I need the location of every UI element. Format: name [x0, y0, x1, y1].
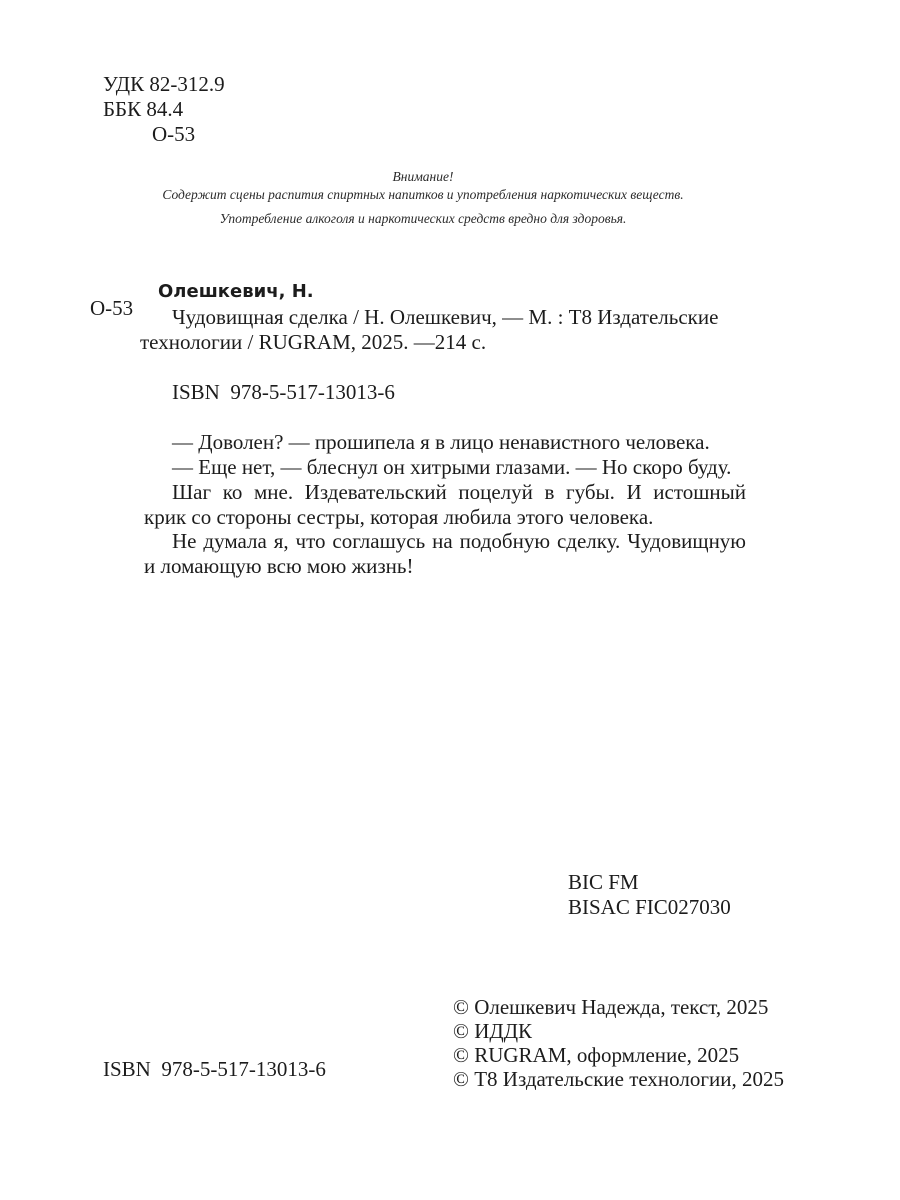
annotation-paragraph-2: — Еще нет, — блеснул он хитрыми глазами. — Но скоро буду. — [172, 455, 732, 479]
annotation-p4-line-2: и ломающую всю мою жизнь! — [144, 553, 414, 578]
warning-title: Внимание! — [392, 169, 454, 184]
copyright-line: © ИДДК — [453, 1019, 533, 1043]
copyright-line: © RUGRAM, оформление, 2025 — [453, 1043, 740, 1067]
catalog-isbn: ISBN 978-5-517-13013-6 — [172, 380, 395, 404]
copyright-block — [453, 995, 784, 1091]
annotation-paragraph-4 — [144, 529, 746, 578]
warning-line-2: Употребление алкоголя и наркотических средств вредно для здоровья. — [219, 211, 627, 226]
catalog-author: Олешкевич, Н. — [158, 281, 314, 302]
annotation-paragraph-3 — [144, 480, 746, 529]
catalog-mark: О-53 — [90, 296, 134, 320]
udk-code: УДК 82-312.9 — [103, 72, 225, 96]
annotation-p3-line-2: крик со стороны сестры, которая любила этого человека. — [144, 504, 654, 529]
catalog-bib-line-2: технологии / RUGRAM, 2025. —214 с. — [140, 330, 487, 354]
copyright-line: © Т8 Издательские технологии, 2025 — [453, 1067, 784, 1091]
warning-line-1: Содержит сцены распития спиртных напитков и употребления наркотических веществ. — [162, 187, 684, 202]
bbk-code: ББК 84.4 — [103, 97, 184, 121]
author-mark-code: О-53 — [152, 122, 196, 146]
bic-code: BIC FM — [568, 870, 639, 894]
bisac-code: BISAC FIC027030 — [568, 895, 731, 919]
copyright-line: © Олешкевич Надежда, текст, 2025 — [453, 995, 769, 1019]
catalog-bib-line-1: Чудовищная сделка / Н. Олешкевич, — М. : Т8 Издательские — [172, 305, 719, 329]
footer-isbn: ISBN 978-5-517-13013-6 — [103, 1057, 326, 1081]
annotation-p3-line-1: Шаг ко мне. Издевательский поцелуй в губы. И истошный — [172, 480, 746, 504]
annotation-p4-line-1: Не думала я, что соглашусь на подобную сделку. Чудовищную — [172, 529, 746, 553]
annotation-paragraph-1: — Доволен? — прошипела я в лицо ненавистного человека. — [172, 430, 710, 454]
